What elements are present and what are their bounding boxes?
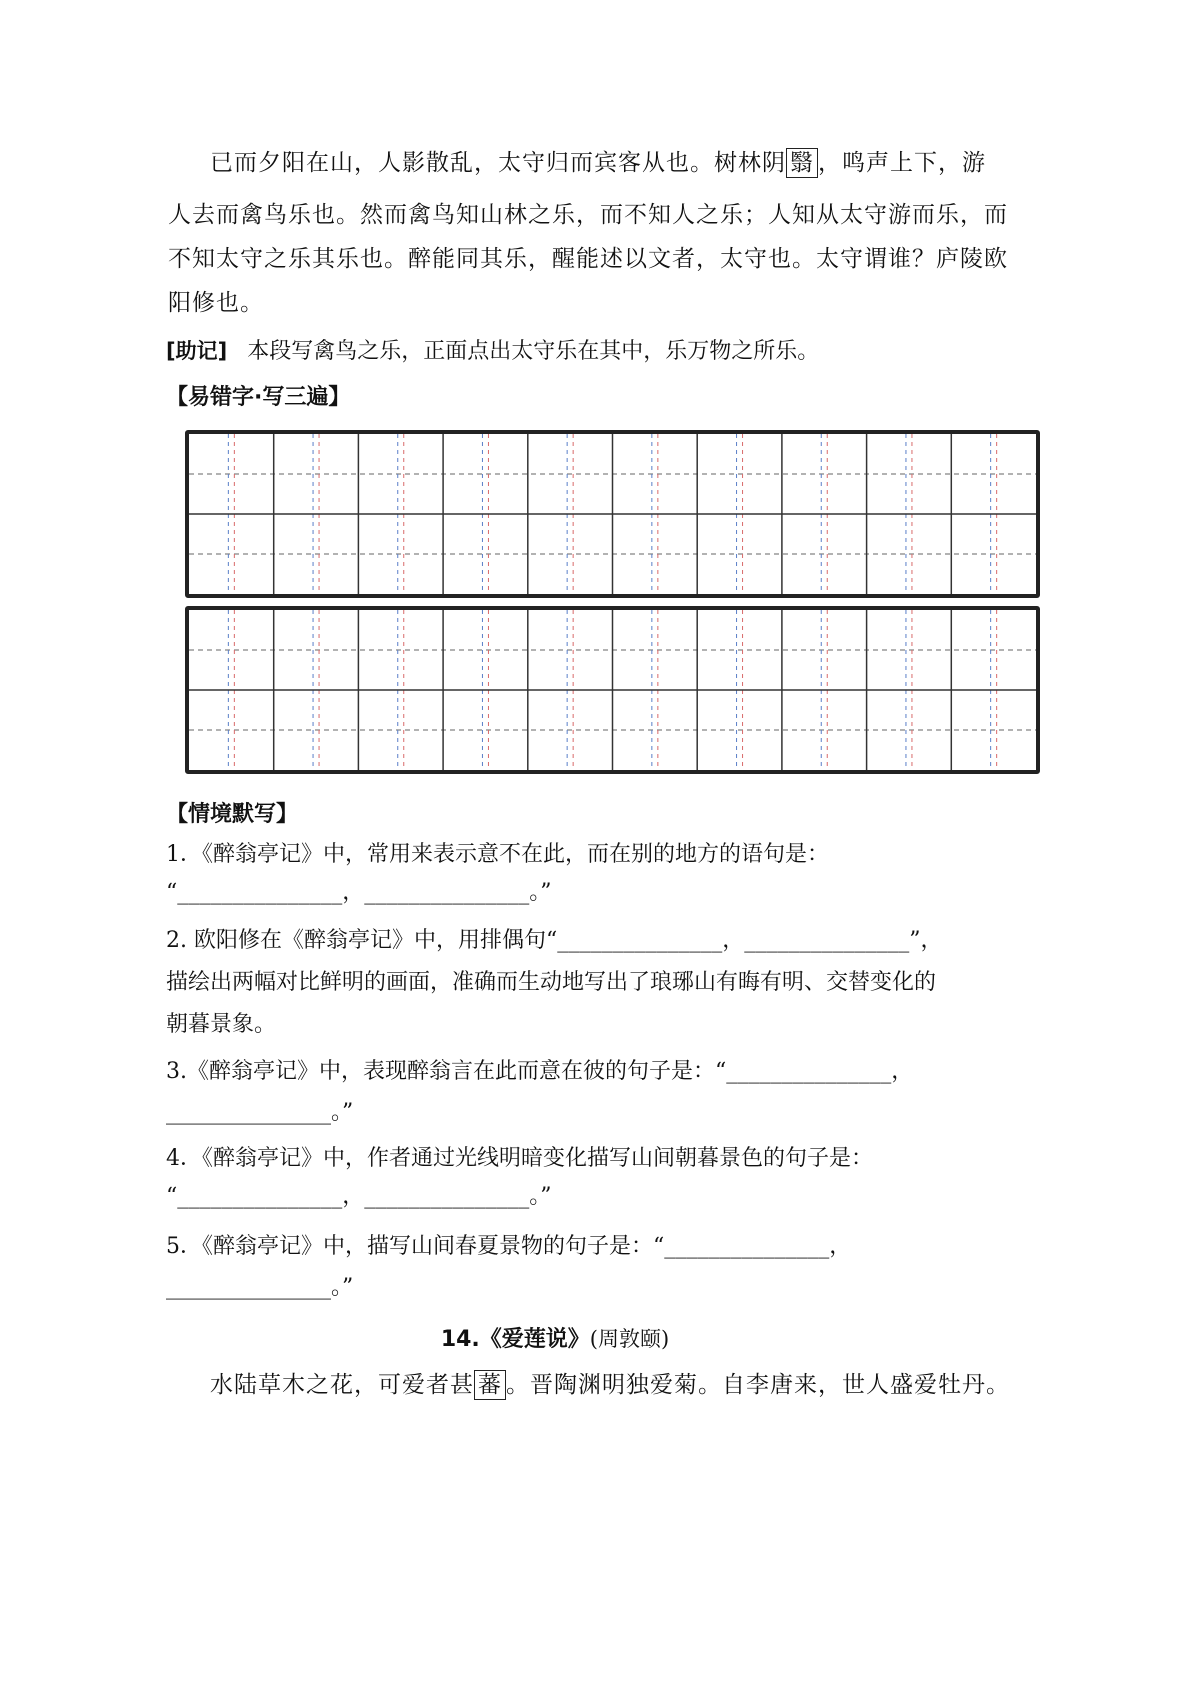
question-3-answer: _______________。” (166, 1100, 354, 1125)
question-1-line-1: 1．《醉翁亭记》中，常用来表示意不在此，而在别的地方的语句是： (166, 842, 829, 867)
passage-2-line-1 (210, 1370, 1010, 1400)
section-title-author: (周敦颐) (589, 1327, 670, 1351)
highlighted-character: 翳 (786, 148, 818, 178)
question-4-answer: “_______________，_______________。” (166, 1184, 552, 1209)
question-2-line-2: 描绘出两幅对比鲜明的画面，准确而生动地写出了琅琊山有晦有明、交替变化的 (166, 970, 937, 995)
section-title (0, 1322, 1110, 1353)
writing-grid-2[interactable] (185, 606, 1040, 774)
question-2-line-1: 2. 欧阳修在《醉翁亭记》中，用排偶句“_______________，_______________”， (166, 928, 943, 953)
question-1-answer: “_______________，_______________。” (166, 880, 552, 905)
passage-text: 水陆草木之花，可爱者甚 (210, 1372, 474, 1398)
highlighted-character: 蕃 (474, 1370, 506, 1400)
grid-lines (189, 610, 1036, 770)
question-4-line-1: 4．《醉翁亭记》中，作者通过光线明暗变化描写山间朝暮景色的句子是： (166, 1146, 873, 1171)
practice-heading: 【易错字·写三遍】 (166, 385, 351, 410)
question-2-line-3: 朝暮景象。 (166, 1012, 277, 1037)
passage-line-2: 人去而禽鸟乐也。然而禽鸟知山林之乐，而不知人之乐；人知从太守游而乐，而 (168, 202, 1008, 228)
grid-lines (189, 434, 1036, 594)
passage-line-4: 阳修也。 (168, 290, 264, 316)
passage-text: ，鸣声上下，游 (818, 150, 986, 176)
passage-text: 。晋陶渊明独爱菊。自李唐来，世人盛爱牡丹。 (506, 1372, 1010, 1398)
note-text: 本段写禽鸟之乐，正面点出太守乐在其中，乐万物之所乐。 (247, 339, 820, 364)
passage-line-3: 不知太守之乐其乐也。醉能同其乐，醒能述以文者，太守也。太守谓谁？庐陵欧 (168, 246, 1008, 272)
question-5-line-1: 5．《醉翁亭记》中，描写山间春夏景物的句子是：“_______________， (166, 1234, 852, 1259)
context-heading: 【情境默写】 (166, 802, 299, 827)
question-3-line-1: 3.《醉翁亭记》中，表现醉翁言在此而意在彼的句子是：“_______________， (166, 1059, 914, 1084)
section-title-main: 14.《爱莲说》 (440, 1327, 590, 1352)
writing-grid-1[interactable] (185, 430, 1040, 598)
passage-line-1 (210, 148, 986, 178)
passage-text: 已而夕阳在山，人影散乱，太守归而宾客从也。树林阴 (210, 150, 786, 176)
note-label: [助记] (166, 339, 228, 363)
memory-note (166, 334, 819, 365)
question-5-answer: _______________。” (166, 1275, 354, 1300)
